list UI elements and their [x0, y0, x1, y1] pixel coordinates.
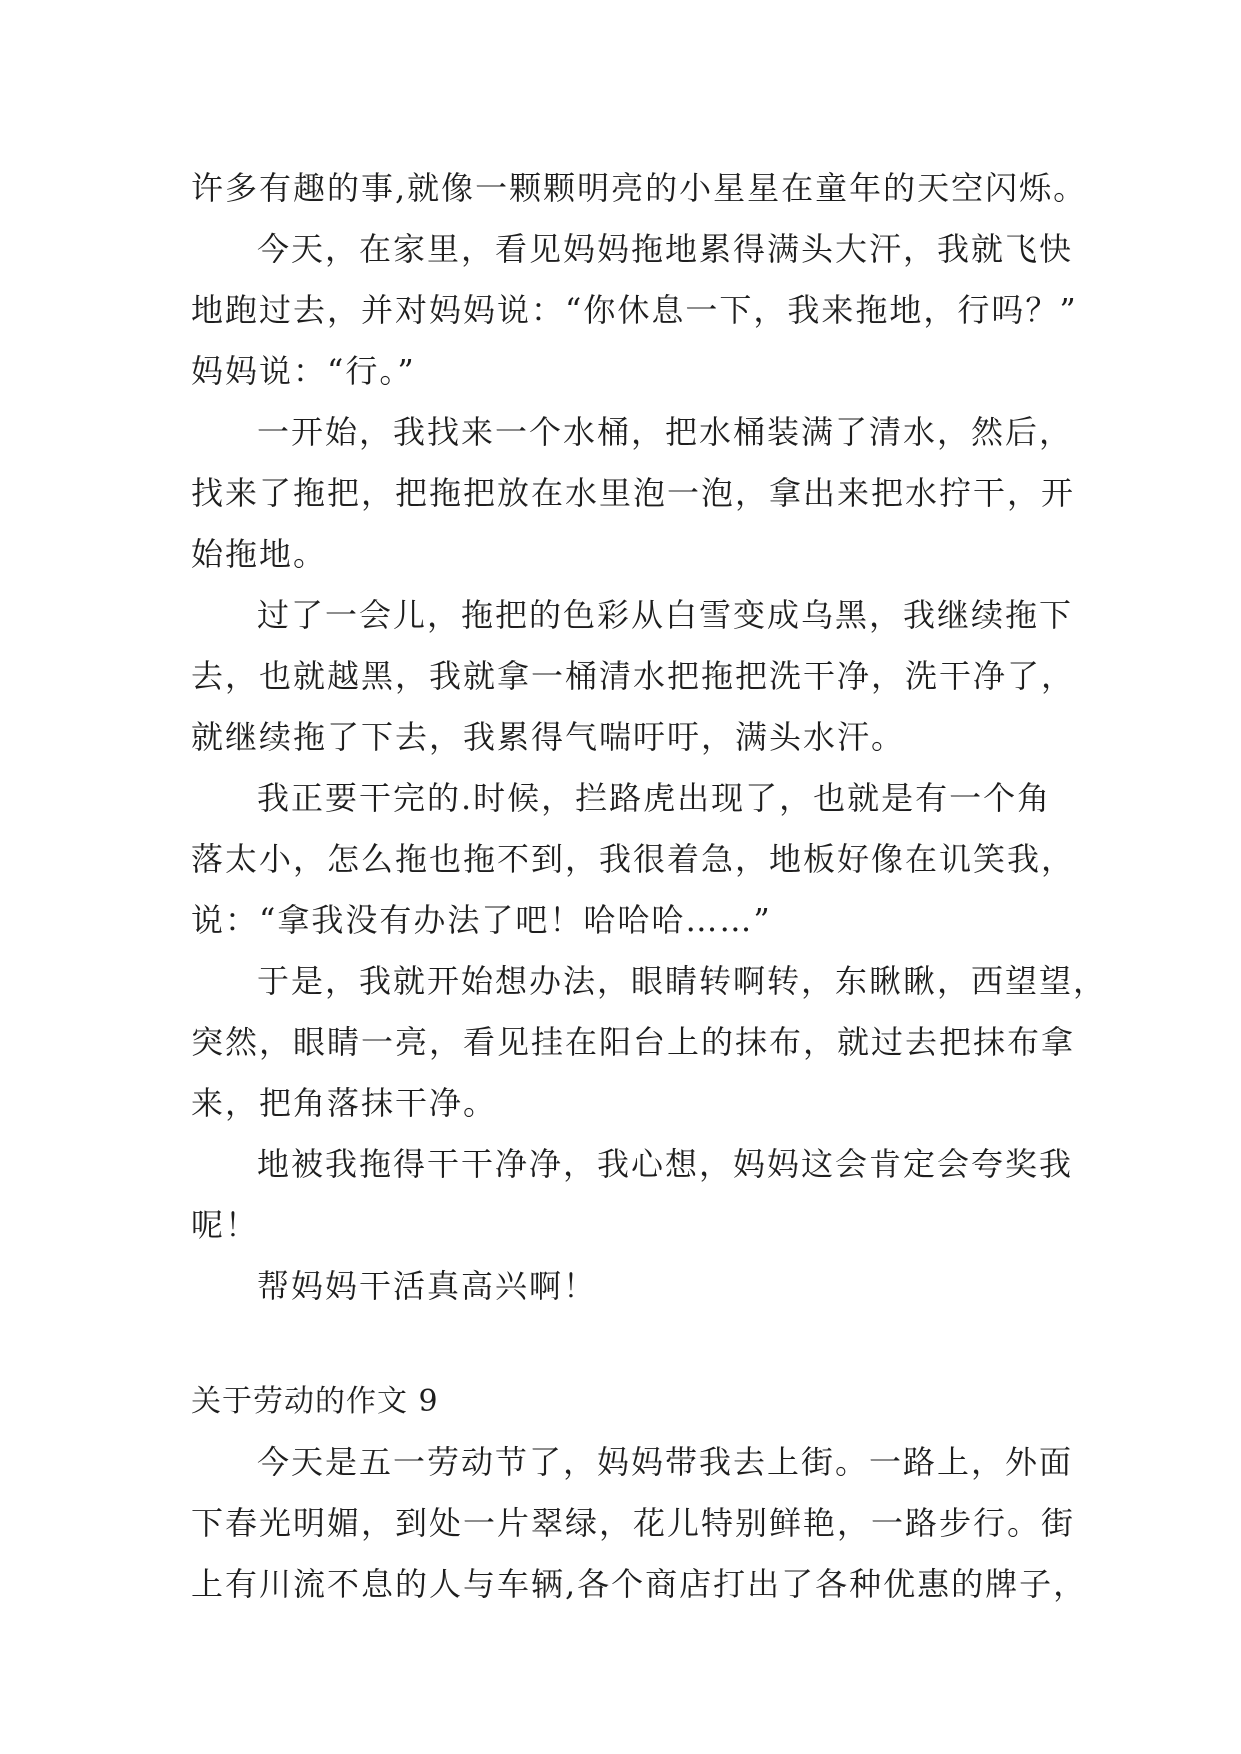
text-line: 于是，我就开始想办法，眼睛转啊转，东瞅瞅，西望望，: [257, 962, 1108, 1000]
text-line: 地被我拖得干干净净，我心想，妈妈这会肯定会夸奖我: [257, 1145, 1074, 1183]
text-line: 一开始，我找来一个水桶，把水桶装满了清水，然后，: [257, 413, 1074, 451]
text-line: 说：“拿我没有办法了吧！哈哈哈……”: [191, 901, 772, 939]
text-line: 就继续拖了下去，我累得气喘吁吁，满头水汗。: [191, 718, 906, 756]
text-line: 今天是五一劳动节了，妈妈带我去上街。一路上，外面: [257, 1443, 1074, 1481]
text-line: 我正要干完的.时候，拦路虎出现了，也就是有一个角: [257, 779, 1052, 817]
section-title: 关于劳动的作文 9: [191, 1384, 439, 1419]
text-line: 找来了拖把，把拖把放在水里泡一泡，拿出来把水拧干，开: [191, 474, 1076, 512]
text-line: 突然，眼睛一亮，看见挂在阳台上的抹布，就过去把抹布拿: [191, 1023, 1076, 1061]
text-line: 上有川流不息的人与车辆,各个商店打出了各种优惠的牌子，: [191, 1565, 1088, 1603]
section-gap: [191, 1317, 1071, 1371]
text-line: 始拖地。: [191, 535, 328, 573]
text-line: 许多有趣的事,就像一颗颗明亮的小星星在童年的天空闪烁。: [191, 169, 1088, 207]
text-line: 去，也就越黑，我就拿一桶清水把拖把洗干净，洗干净了，: [191, 657, 1076, 695]
text-line: 今天，在家里，看见妈妈拖地累得满头大汗，我就飞快: [257, 230, 1074, 268]
text-line: 帮妈妈干活真高兴啊！: [257, 1267, 598, 1305]
text-line: 下春光明媚，到处一片翠绿，花儿特别鲜艳，一路步行。街: [191, 1504, 1076, 1542]
essay-body: [191, 158, 1108, 1615]
text-line: 呢！: [191, 1206, 260, 1244]
text-line: 地跑过去，并对妈妈说：“你休息一下，我来拖地，行吗？”: [191, 291, 1078, 329]
text-line: 落太小，怎么拖也拖不到，我很着急，地板好像在讥笑我，: [191, 840, 1076, 878]
text-line: 妈妈说：“行。”: [191, 352, 416, 390]
text-line: 过了一会儿，拖把的色彩从白雪变成乌黑，我继续拖下: [257, 596, 1074, 634]
text-line: 来，把角落抹干净。: [191, 1084, 498, 1122]
